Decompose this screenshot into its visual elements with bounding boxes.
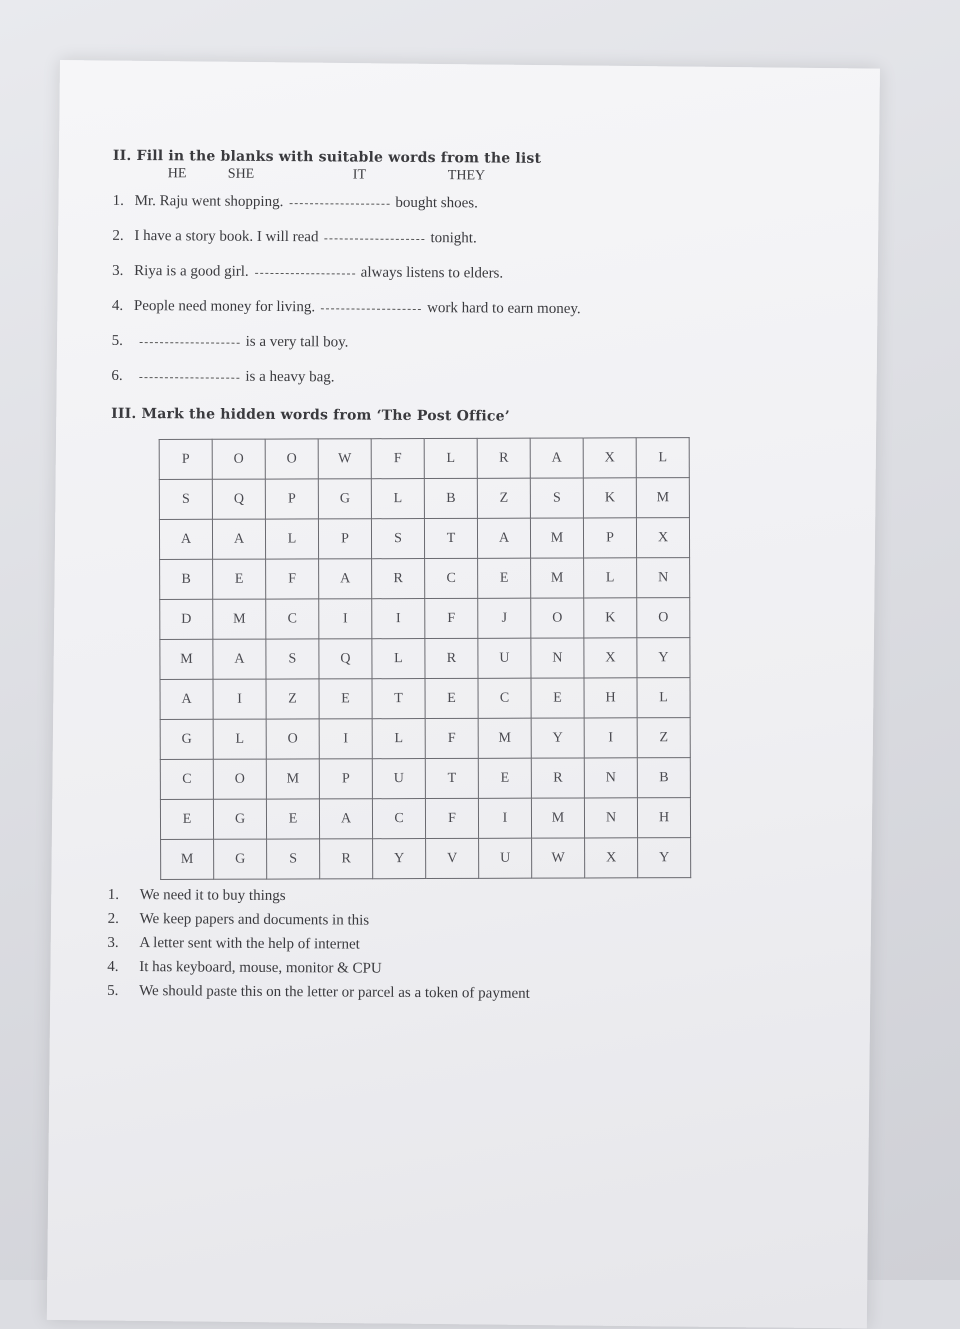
grid-cell[interactable]: M [636, 478, 689, 518]
grid-cell[interactable]: F [425, 718, 478, 758]
grid-cell[interactable]: M [530, 518, 583, 558]
grid-cell[interactable]: A [319, 559, 372, 599]
clue-number: 1. [107, 886, 120, 903]
sentence-after-blank: work hard to earn money. [427, 300, 581, 318]
grid-cell[interactable]: I [584, 718, 637, 758]
grid-cell[interactable]: N [531, 638, 584, 678]
section-3-title: III. Mark the hidden words from ‘The Post Office’ [111, 405, 510, 425]
grid-cell[interactable]: K [583, 478, 636, 518]
grid-cell[interactable]: J [478, 598, 531, 638]
grid-cell[interactable]: L [637, 678, 690, 718]
grid-row [161, 838, 691, 880]
grid-cell[interactable]: M [478, 718, 531, 758]
grid-row [160, 558, 690, 600]
grid-cell[interactable]: N [584, 798, 637, 838]
grid-cell[interactable]: I [319, 599, 372, 639]
grid-cell[interactable]: F [425, 598, 478, 638]
grid-cell[interactable]: R [531, 758, 584, 798]
grid-cell[interactable]: E [425, 678, 478, 718]
grid-cell[interactable]: G [160, 719, 213, 759]
grid-cell[interactable]: U [478, 638, 531, 678]
grid-cell[interactable]: R [320, 839, 373, 879]
grid-cell[interactable]: B [424, 478, 477, 518]
grid-cell[interactable]: H [584, 678, 637, 718]
clue-number: 5. [107, 982, 119, 999]
word-they: THEY [447, 168, 486, 184]
grid-cell[interactable]: O [212, 439, 265, 479]
grid-cell[interactable]: E [478, 758, 531, 798]
grid-cell[interactable]: M [531, 798, 584, 838]
clue-list [107, 883, 728, 1007]
grid-cell[interactable]: A [477, 518, 530, 558]
fill-item [112, 260, 732, 299]
grid-cell[interactable]: T [372, 679, 425, 719]
grid-cell[interactable]: M [531, 558, 584, 598]
blank-line[interactable] [324, 226, 424, 240]
grid-cell[interactable]: I [372, 599, 425, 639]
sentence-after-blank: tonight. [430, 230, 477, 247]
grid-cell[interactable]: P [319, 759, 372, 799]
grid-cell[interactable]: Y [637, 638, 690, 678]
grid-cell[interactable]: S [371, 519, 424, 559]
word-list [168, 166, 733, 186]
grid-cell[interactable]: F [425, 798, 478, 838]
sentence-after-blank: is a very tall boy. [245, 333, 349, 351]
blank-line[interactable] [139, 365, 239, 379]
grid-cell[interactable]: V [426, 838, 479, 878]
grid-cell[interactable]: C [425, 558, 478, 598]
grid-cell[interactable]: U [372, 759, 425, 799]
grid-cell[interactable]: B [160, 559, 213, 599]
grid-cell[interactable]: E [319, 679, 372, 719]
sentence-after-blank: always listens to elders. [360, 264, 504, 282]
section-2-title: II. Fill in the blanks with suitable words from the list [112, 147, 542, 167]
grid-cell[interactable]: B [637, 758, 690, 798]
item-number: 6. [111, 367, 123, 384]
fill-item [112, 190, 732, 229]
fill-item [111, 330, 731, 369]
grid-cell[interactable]: X [585, 838, 638, 878]
grid-cell[interactable]: X [583, 438, 636, 478]
grid-row [159, 438, 689, 480]
grid-cell[interactable]: C [372, 799, 425, 839]
grid-cell[interactable]: O [266, 719, 319, 759]
grid-cell[interactable]: L [265, 519, 318, 559]
grid-cell[interactable]: Z [266, 679, 319, 719]
sentence-before-blank: People need money for living. [133, 297, 316, 316]
grid-row [159, 518, 689, 560]
grid-row [159, 478, 689, 520]
clue-number: 3. [107, 934, 119, 951]
grid-cell[interactable]: C [266, 599, 319, 639]
sentence-before-blank: Mr. Raju went shopping. [134, 192, 284, 211]
item-number: 4. [111, 297, 124, 314]
grid-cell[interactable]: X [636, 518, 689, 558]
word-she: SHE [227, 166, 255, 182]
blank-line[interactable] [140, 330, 240, 344]
item-number: 1. [112, 192, 124, 209]
grid-cell[interactable]: Q [212, 479, 265, 519]
grid-cell[interactable]: L [424, 438, 477, 478]
grid-cell[interactable]: W [532, 838, 585, 878]
grid-cell[interactable]: N [584, 758, 637, 798]
grid-cell[interactable]: H [637, 798, 690, 838]
grid-cell[interactable]: L [636, 438, 689, 478]
grid-cell[interactable]: A [319, 799, 372, 839]
grid-cell[interactable]: C [478, 678, 531, 718]
sentence-after-blank: is a heavy bag. [245, 368, 335, 386]
grid-cell[interactable]: O [637, 598, 690, 638]
grid-cell[interactable]: S [530, 478, 583, 518]
fill-item [112, 225, 732, 264]
blank-line[interactable] [289, 191, 389, 205]
grid-cell[interactable]: T [425, 758, 478, 798]
clue-text: A letter sent with the help of internet [139, 935, 360, 953]
grid-row [160, 718, 690, 760]
fill-item [112, 295, 732, 334]
clue-item [107, 979, 727, 1007]
grid-cell[interactable]: E [213, 559, 266, 599]
grid-cell[interactable]: G [214, 839, 267, 879]
grid-cell[interactable]: E [160, 799, 213, 839]
sentence-before-blank: I have a story book. I will read [134, 227, 319, 246]
grid-row [160, 678, 690, 720]
grid-cell[interactable]: S [159, 479, 212, 519]
grid-cell[interactable]: R [372, 559, 425, 599]
grid-cell[interactable]: G [213, 799, 266, 839]
grid-cell[interactable]: I [319, 719, 372, 759]
grid-cell[interactable]: Y [373, 839, 426, 879]
grid-cell[interactable]: E [478, 558, 531, 598]
word-he: HE [167, 166, 187, 182]
grid-cell[interactable]: U [479, 838, 532, 878]
grid-cell[interactable]: A [160, 679, 213, 719]
grid-row [160, 598, 690, 640]
grid-cell[interactable]: M [161, 839, 214, 879]
grid-cell[interactable]: A [159, 519, 212, 559]
grid-cell[interactable]: Z [637, 718, 690, 758]
grid-cell[interactable]: N [637, 558, 690, 598]
grid-cell[interactable]: L [372, 639, 425, 679]
grid-row [160, 638, 690, 680]
grid-cell[interactable]: P [583, 518, 636, 558]
word-it: IT [352, 167, 367, 183]
grid-cell[interactable]: S [267, 839, 320, 879]
sentence-before-blank: Riya is a good girl. [134, 262, 249, 280]
grid-cell[interactable]: S [266, 639, 319, 679]
grid-cell[interactable]: Z [477, 478, 530, 518]
grid-cell[interactable]: A [213, 639, 266, 679]
grid-cell[interactable]: F [266, 559, 319, 599]
grid-row [160, 798, 690, 840]
grid-cell[interactable]: P [318, 519, 371, 559]
clue-number: 2. [107, 910, 119, 927]
item-number: 5. [111, 332, 123, 349]
grid-cell[interactable]: L [372, 719, 425, 759]
grid-cell[interactable]: X [584, 638, 637, 678]
grid-row [160, 758, 690, 800]
grid-cell[interactable]: I [478, 798, 531, 838]
blank-line[interactable] [321, 296, 421, 310]
grid-cell[interactable]: G [318, 479, 371, 519]
clue-text: We keep papers and documents in this [139, 911, 370, 929]
fill-item [111, 365, 731, 404]
grid-cell[interactable]: O [265, 439, 318, 479]
blank-line[interactable] [255, 261, 355, 275]
grid-cell[interactable]: E [266, 799, 319, 839]
grid-cell[interactable]: P [159, 439, 212, 479]
grid-cell[interactable]: M [266, 759, 319, 799]
grid-cell[interactable]: E [531, 678, 584, 718]
item-number: 2. [112, 227, 124, 244]
grid-cell[interactable]: M [213, 599, 266, 639]
grid-cell[interactable]: Y [638, 838, 691, 878]
grid-cell[interactable]: W [318, 439, 371, 479]
grid-cell[interactable]: R [425, 638, 478, 678]
grid-cell[interactable]: I [213, 679, 266, 719]
grid-cell[interactable]: A [530, 438, 583, 478]
worksheet-content [107, 148, 733, 1007]
grid-cell[interactable]: Q [319, 639, 372, 679]
grid-cell[interactable]: D [160, 599, 213, 639]
grid-cell[interactable]: L [371, 479, 424, 519]
clue-text: It has keyboard, mouse, monitor & CPU [139, 959, 382, 977]
grid-cell[interactable]: M [160, 639, 213, 679]
grid-cell[interactable]: L [584, 558, 637, 598]
grid-cell[interactable]: P [265, 479, 318, 519]
grid-cell[interactable]: F [371, 439, 424, 479]
grid-cell[interactable]: O [213, 759, 266, 799]
grid-cell[interactable]: A [212, 519, 265, 559]
word-search-grid [159, 437, 692, 880]
clue-text: We need it to buy things [139, 887, 286, 905]
grid-cell[interactable]: R [477, 438, 530, 478]
sentence-after-blank: bought shoes. [395, 194, 478, 212]
clue-text: We should paste this on the letter or parcel as a token of payment [139, 983, 530, 1002]
grid-cell[interactable]: T [424, 518, 477, 558]
clue-number: 4. [107, 958, 119, 975]
grid-cell[interactable]: K [584, 598, 637, 638]
item-number: 3. [112, 262, 124, 279]
grid-cell[interactable]: Y [531, 718, 584, 758]
grid-cell[interactable]: O [531, 598, 584, 638]
fill-in-blank-list [111, 190, 732, 404]
grid-cell[interactable]: L [213, 719, 266, 759]
grid-cell[interactable]: C [160, 759, 213, 799]
